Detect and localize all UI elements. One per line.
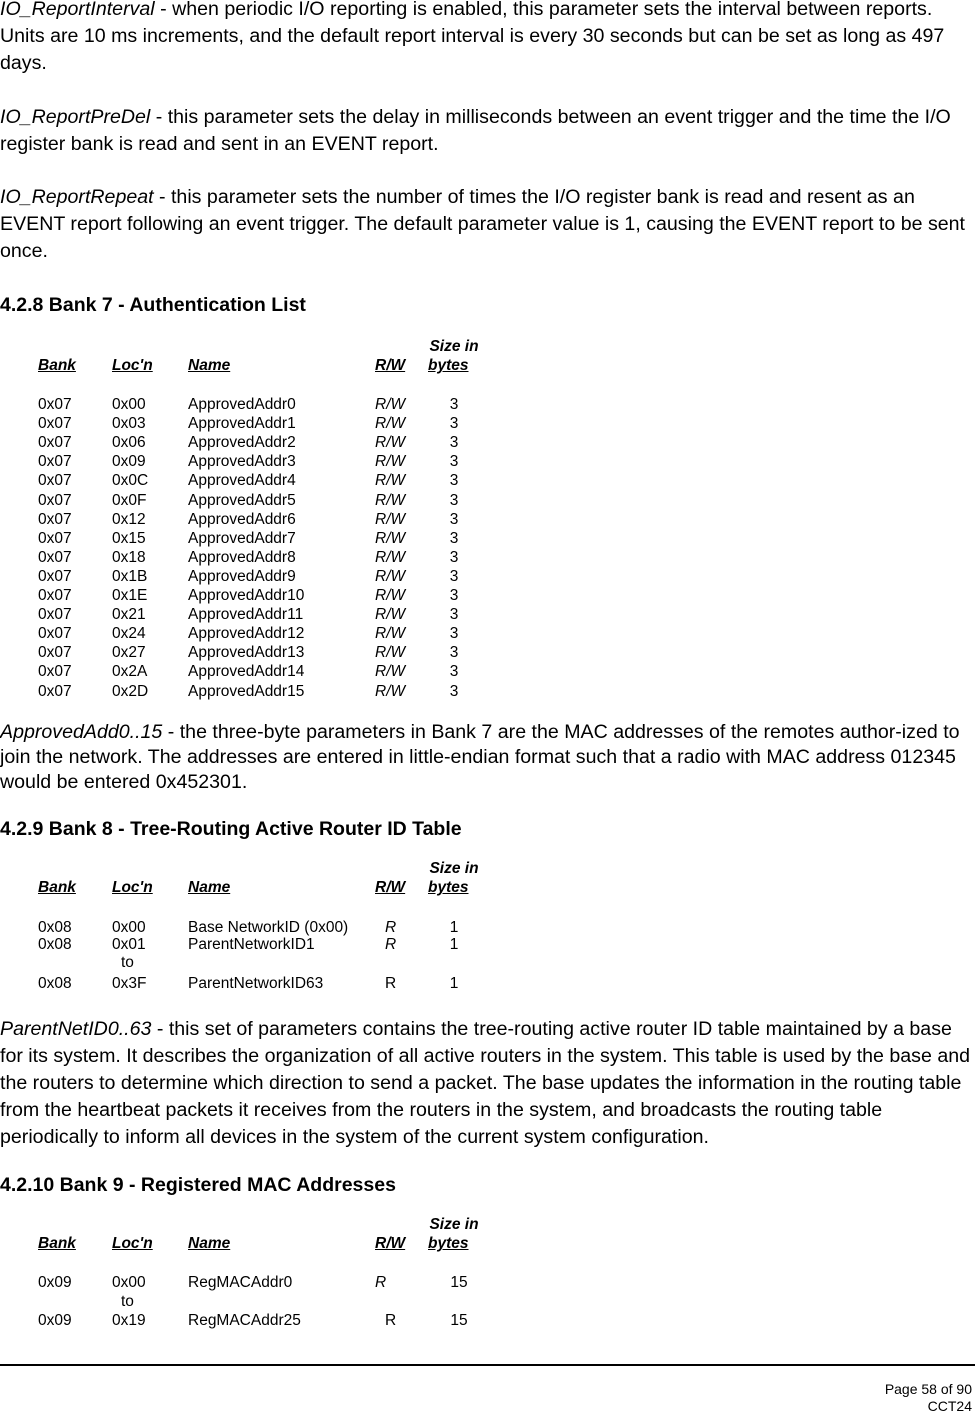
paragraph-io-report-predel — [0, 104, 975, 158]
cell-size: 3 — [449, 491, 459, 509]
cell-size: 3 — [449, 548, 459, 566]
cell-size: 3 — [449, 510, 459, 528]
cell-location: 0x03 — [112, 415, 146, 433]
cell-rw: R/W — [375, 625, 406, 643]
cell-rw: R — [385, 919, 397, 936]
cell-name: ApprovedAddr9 — [188, 567, 296, 585]
cell-size: 1 — [449, 936, 459, 953]
cell-bank: 0x07 — [38, 567, 72, 585]
cell-rw: R/W — [375, 663, 406, 681]
cell-size: 3 — [449, 567, 459, 585]
cell-name: ApprovedAddr3 — [188, 453, 296, 471]
header-size-line2: bytes — [428, 879, 469, 896]
cell-bank: 0x07 — [38, 396, 72, 413]
cell-location: 0x06 — [112, 434, 146, 452]
cell-location: 0x27 — [112, 644, 146, 662]
page-number: Page 58 of 90 — [884, 1381, 972, 1397]
cell-name: Base NetworkID (0x00) — [188, 919, 349, 936]
header-name: Name — [188, 1235, 231, 1252]
term: ParentNetID0..63 — [0, 1018, 152, 1040]
cell-name: ApprovedAddr0 — [188, 396, 296, 413]
cell-bank: 0x07 — [38, 606, 72, 624]
cell-location: 0x15 — [112, 529, 146, 547]
section-heading-4-2-10: 4.2.10 Bank 9 - Registered MAC Addresses — [0, 1174, 396, 1196]
cell-name: ApprovedAddr7 — [188, 529, 296, 547]
cell-bank: 0x08 — [38, 919, 72, 936]
cell-size: 3 — [449, 415, 459, 433]
header-size-line1: Size in — [429, 860, 479, 877]
cell-rw: R/W — [375, 529, 406, 547]
cell-location: 0x0C — [112, 472, 149, 490]
cell-name: ApprovedAddr4 — [188, 472, 296, 490]
cell-name: ApprovedAddr6 — [188, 510, 296, 528]
cell-location: 0x0F — [112, 491, 147, 509]
cell-bank: 0x07 — [38, 644, 72, 662]
cell-size: 3 — [449, 529, 459, 547]
cell-rw: R/W — [375, 587, 406, 604]
cell-name: RegMACAddr0 — [188, 1274, 293, 1291]
cell-name: ApprovedAddr5 — [188, 491, 296, 509]
cell-rw: R/W — [375, 415, 406, 433]
cell-rw: R/W — [375, 491, 406, 509]
cell-location: 0x18 — [112, 548, 146, 566]
cell-size: 3 — [449, 644, 459, 662]
cell-rw: R/W — [375, 567, 406, 585]
cell-location: 0x00 — [112, 396, 146, 413]
header-size-line1: Size in — [429, 338, 479, 355]
cell-location: 0x21 — [112, 606, 146, 624]
cell-name: ApprovedAddr15 — [188, 682, 305, 700]
cell-rw: R — [385, 936, 397, 953]
cell-bank: 0x07 — [38, 548, 72, 566]
cell-size: 3 — [449, 625, 459, 643]
cell-name: ApprovedAddr12 — [188, 625, 305, 643]
cell-location: 0x1E — [112, 587, 148, 604]
cell-rw: R/W — [375, 472, 406, 490]
description: - when periodic I/O reporting is enabled, this parameter sets the interval between reports. Units are 10 ms increments, and the default report interval is every 30 seconds but can be set as long as 497 days. — [0, 0, 945, 74]
cell-size: 1 — [449, 975, 459, 992]
cell-bank: 0x07 — [38, 491, 72, 509]
cell-bank: 0x07 — [38, 434, 72, 452]
cell-location: 0x19 — [112, 1312, 146, 1329]
cell-bank: 0x07 — [38, 415, 72, 433]
cell-rw: R/W — [375, 548, 406, 566]
document-id: CCT24 — [927, 1398, 972, 1414]
cell-rw: R/W — [375, 644, 406, 662]
cell-rw: R/W — [375, 434, 406, 452]
header-size-line2: bytes — [428, 357, 469, 374]
cell-name: ApprovedAddr11 — [188, 606, 304, 624]
header-name: Name — [188, 357, 231, 374]
header-bank: Bank — [38, 357, 76, 374]
cell-name: ParentNetworkID63 — [188, 975, 324, 992]
header-size-line1: Size in — [429, 1216, 479, 1233]
description: - this parameter sets the number of times the I/O register bank is read and resent as an EVENT report following an event trigger. The default parameter value is 1, causing the EVENT report to be sent once. — [0, 186, 965, 262]
range-to: to — [121, 1293, 134, 1310]
cell-bank: 0x07 — [38, 510, 72, 528]
cell-bank: 0x08 — [38, 975, 72, 992]
cell-location: 0x09 — [112, 453, 146, 471]
cell-location: 0x24 — [112, 625, 146, 643]
cell-bank: 0x07 — [38, 663, 72, 681]
header-location: Loc'n — [112, 879, 153, 896]
section-heading-4-2-9: 4.2.9 Bank 8 - Tree-Routing Active Router ID Table — [0, 818, 462, 840]
cell-location: 0x2D — [112, 682, 149, 700]
cell-location: 0x1B — [112, 567, 148, 585]
paragraph-parent-net-id — [0, 1016, 975, 1151]
cell-size: 1 — [449, 919, 459, 936]
term: IO_ReportRepeat — [0, 186, 154, 208]
cell-size: 3 — [449, 663, 459, 681]
section-heading-4-2-8: 4.2.8 Bank 7 - Authentication List — [0, 294, 306, 316]
cell-size: 3 — [449, 587, 459, 604]
cell-location: 0x2A — [112, 663, 148, 681]
header-location: Loc'n — [112, 1235, 153, 1252]
cell-rw: R — [375, 1274, 387, 1291]
cell-location: 0x00 — [112, 1274, 146, 1291]
term: ApprovedAdd0..15 — [0, 721, 163, 743]
cell-bank: 0x07 — [38, 529, 72, 547]
cell-rw: R/W — [375, 510, 406, 528]
cell-rw: R — [385, 1312, 397, 1329]
description: - this parameter sets the delay in milliseconds between an event trigger and the time the I/O register bank is read and sent in an EVENT report. — [0, 106, 951, 155]
cell-name: ApprovedAddr14 — [188, 663, 305, 681]
paragraph-io-report-repeat — [0, 184, 975, 265]
header-rw: R/W — [375, 1235, 406, 1252]
cell-size: 15 — [450, 1274, 468, 1291]
header-size-line2: bytes — [428, 1235, 469, 1252]
cell-bank: 0x09 — [38, 1312, 72, 1329]
cell-size: 3 — [449, 396, 459, 413]
header-name: Name — [188, 879, 231, 896]
cell-size: 3 — [449, 472, 459, 490]
cell-name: ApprovedAddr10 — [188, 587, 305, 604]
cell-rw: R/W — [375, 682, 406, 700]
cell-name: ParentNetworkID1 — [188, 936, 315, 953]
cell-rw: R/W — [375, 453, 406, 471]
term: IO_ReportInterval — [0, 0, 155, 20]
cell-location: 0x12 — [112, 510, 146, 528]
header-location: Loc'n — [112, 357, 153, 374]
cell-bank: 0x09 — [38, 1274, 72, 1291]
cell-location: 0x00 — [112, 919, 146, 936]
footer-divider — [0, 1364, 975, 1366]
cell-size: 3 — [449, 606, 459, 624]
cell-bank: 0x07 — [38, 453, 72, 471]
cell-bank: 0x07 — [38, 587, 72, 604]
paragraph-io-report-interval — [0, 0, 975, 77]
term: IO_ReportPreDel — [0, 106, 151, 128]
header-rw: R/W — [375, 879, 406, 896]
cell-name: ApprovedAddr13 — [188, 644, 305, 662]
cell-name: ApprovedAddr8 — [188, 548, 296, 566]
cell-size: 15 — [450, 1312, 468, 1329]
cell-name: ApprovedAddr2 — [188, 434, 296, 452]
header-bank: Bank — [38, 1235, 76, 1252]
cell-size: 3 — [449, 453, 459, 471]
cell-bank: 0x08 — [38, 936, 72, 953]
cell-name: ApprovedAddr1 — [188, 415, 296, 433]
paragraph-approved-addr — [0, 720, 975, 795]
cell-bank: 0x07 — [38, 682, 72, 700]
cell-rw: R/W — [375, 396, 406, 413]
cell-rw: R — [385, 975, 397, 992]
range-to: to — [121, 954, 134, 971]
cell-bank: 0x07 — [38, 625, 72, 643]
cell-size: 3 — [449, 682, 459, 700]
cell-size: 3 — [449, 434, 459, 452]
header-bank: Bank — [38, 879, 76, 896]
header-rw: R/W — [375, 357, 406, 374]
cell-rw: R/W — [375, 606, 406, 624]
cell-name: RegMACAddr25 — [188, 1312, 301, 1329]
cell-bank: 0x07 — [38, 472, 72, 490]
cell-location: 0x01 — [112, 936, 146, 953]
description: - the three-byte parameters in Bank 7 are the MAC addresses of the remotes author-ized to join the network. The addresses are entered in little-endian format such that a radio with MAC address 012345 would be entered 0x452301. — [0, 721, 960, 793]
cell-location: 0x3F — [112, 975, 147, 992]
description: - this set of parameters contains the tree-routing active router ID table maintained by a base for its system. It describes the organization of all active routers in the system. This table is used by the base and the routers to determine which direction to send a packet. The base updates the information in the routing table from the heartbeat packets it receives from the routers in the system, and broadcasts the routing table periodically to inform all devices in the system of the current system configuration. — [0, 1018, 971, 1148]
